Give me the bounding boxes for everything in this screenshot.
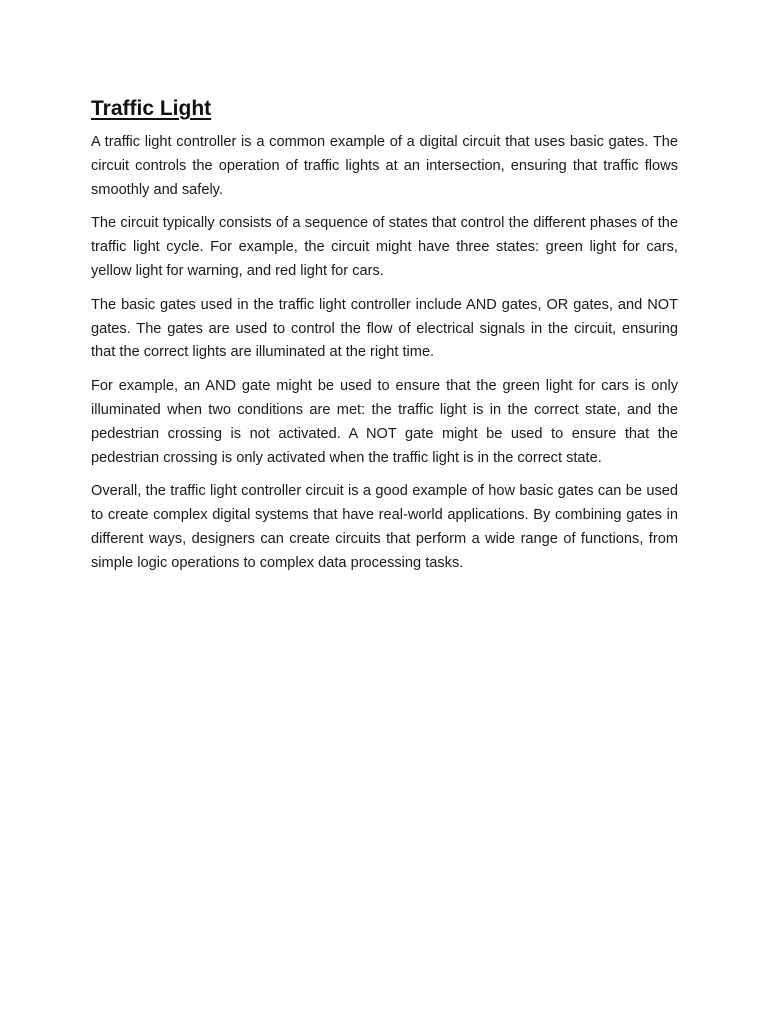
document-body — [91, 95, 678, 586]
paragraph-4: For example, an AND gate might be used to ensure that the green light for cars is only illuminated when two conditions are met: the traffic light is in the correct state, and the pedestrian crossing is not activated. A NOT gate might be used to ensure that the pedestrian crossing is only activated when the traffic light is in the correct state. — [91, 378, 678, 466]
paragraph-3: The basic gates used in the traffic light controller include AND gates, OR gates, and NOT gates. The gates are used to control the flow of electrical signals in the circuit, ensuring that the correct lights are illuminated at the right time. — [91, 296, 678, 361]
paragraph-5: Overall, the traffic light controller circuit is a good example of how basic gates can be used to create complex digital systems that have real-world applications. By combining gates in different ways, designers can create circuits that perform a wide range of functions, from simple logic operations to complex data processing tasks. — [91, 483, 678, 571]
paragraph-1: A traffic light controller is a common example of a digital circuit that uses basic gates. The circuit controls the operation of traffic lights at an intersection, ensuring that traffic flows smoothly and safely. — [91, 134, 678, 198]
document-title: Traffic Light — [91, 97, 212, 120]
paragraph-2: The circuit typically consists of a sequence of states that control the different phases of the traffic light cycle. For example, the circuit might have three states: green light for cars, yellow light for warning, and red light for cars. — [91, 215, 678, 279]
